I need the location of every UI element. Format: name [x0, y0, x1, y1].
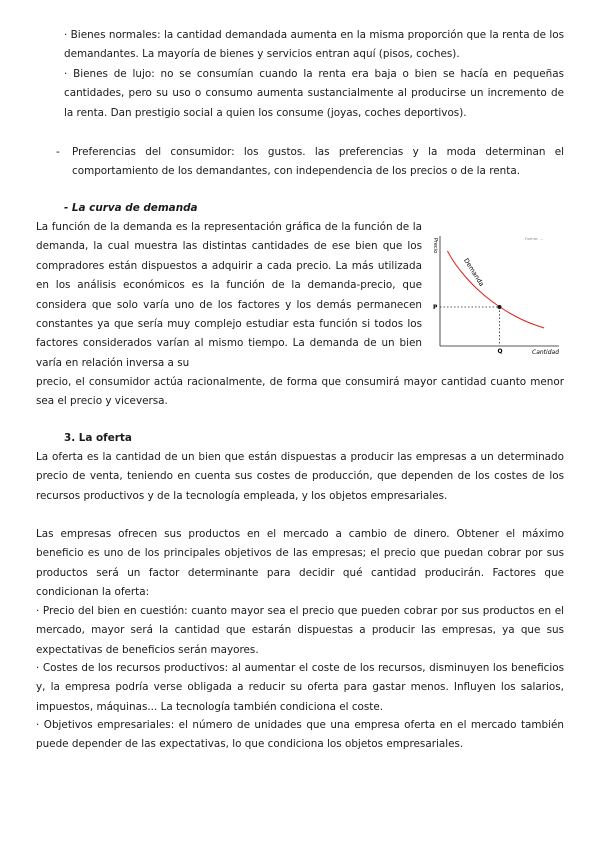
bullet-preferencias: [56, 143, 564, 182]
paragraph-curva-wrapped: La función de la demanda es la representación gráfica de la función de la demanda, la cual muestra las distintas cantidades de ese bien que los compradores están dispuestos a adquirir a cada precio. La más utilizada en los análisis económicos es la función de la demanda-precio, que considera que solo varía uno de los factores y los demás permanecen constantes ya que sería muy complejo estudiar esta función si todos los factores considerados varían al mismo tiempo. La demanda de un bien varía en relación inversa a su: [36, 221, 422, 369]
series-label-demanda: Demanda: [462, 256, 486, 288]
bullet-precio-bien: · Precio del bien en cuestión: cuanto mayor sea el precio que pueden cobrar por sus productos en el mercado, mayor será la cantidad que estarán dispuestas a producir las empresas, ya que sus expectativas de beneficios serán mayores.: [36, 605, 564, 656]
section-heading-oferta: 3. La oferta: [64, 432, 132, 444]
equilibrium-point: [498, 305, 502, 309]
demand-curve-svg: [431, 230, 564, 360]
bullet-bienes-lujo: · Bienes de lujo: no se consumían cuando la renta era baja o bien se hacía en pequeñas cantidades, pero su uso o consumo aumenta sustancialmente al producirse un incremento de la renta. Dan prestigio social a quien los consume (joyas, coches deportivos).: [64, 68, 564, 119]
price-tick-label: P: [433, 304, 438, 311]
bullet-bienes-normales: · Bienes normales: la cantidad demandada aumenta en la misma proporción que la renta de los demandantes. La mayoría de bienes y servicios entran aquí (pisos, coches).: [64, 29, 564, 61]
paragraph-oferta-1: La oferta es la cantidad de un bien que están dispuestas a producir las empresas a un determinado precio de venta, teniendo en cuenta sus costes de producción, que dependen de los costes de los recursos productivos y de la tecnología empleada, y los objetos empresariales.: [36, 451, 564, 502]
y-axis-label: Precio: [432, 238, 438, 254]
paragraph-oferta-2: Las empresas ofrecen sus productos en el mercado a cambio de dinero. Obtener el máximo beneficio es uno de los principales objetivos de las empresas; el precio que puedan cobrar por sus productos será un factor determinante para decidir qué cantidad producirán. Factores que condicionan la oferta:: [36, 528, 564, 599]
quantity-tick-label: Q: [497, 348, 503, 355]
paragraph-curva-full: precio, el consumidor actúa racionalmente, de forma que consumirá mayor cantidad cuanto menor sea el precio y viceversa.: [36, 376, 564, 408]
bullet-objetivos-empresariales: · Objetivos empresariales: el número de unidades que una empresa oferta en el mercado también puede depender de las expectativas, lo que condiciona los objetos empresariales.: [36, 719, 564, 751]
section-heading-curva-demanda: - La curva de demanda: [64, 202, 198, 214]
demand-curve-chart: [431, 230, 564, 360]
bullet-costes-recursos: · Costes de los recursos productivos: al aumentar el coste de los recursos, disminuyen los beneficios y, la empresa podría verse obligada a reducir su oferta para gastar menos. Influyen los salarios, impuestos, máquinas... La tecnología también condiciona el coste.: [36, 662, 564, 713]
demand-curve-line: [447, 251, 544, 328]
corner-note: Fuente: ...: [524, 237, 543, 241]
dash-marker: -: [56, 146, 60, 158]
x-axis-label: Cantidad: [532, 349, 559, 356]
bullet-preferencias-text: Preferencias del consumidor: los gustos. las preferencias y la moda determinan el comportamiento de los demandantes, con independencia de los precios o de la renta.: [72, 146, 564, 178]
